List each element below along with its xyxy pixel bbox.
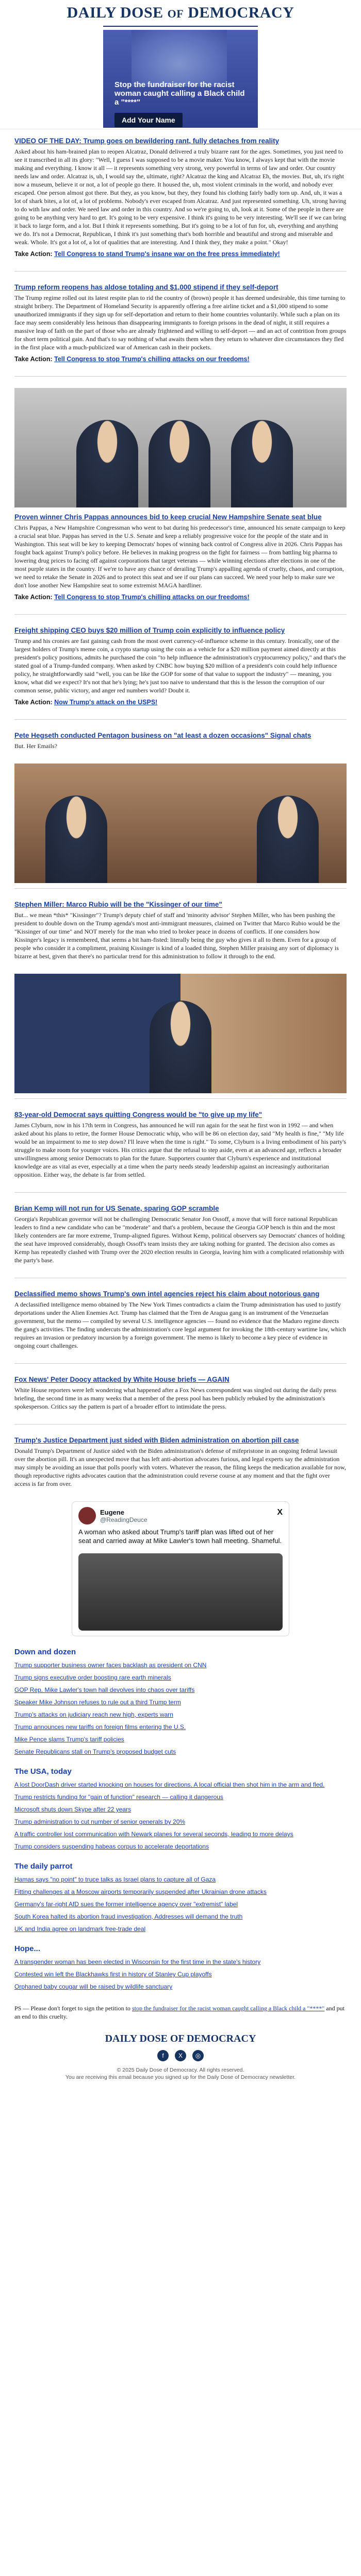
news-link[interactable]: UK and India agree on landmark free-trade deal [14,1925,146,1933]
x-icon[interactable]: X [175,2050,186,2061]
banner-headline: Stop the fundraiser for the racist woman caught calling a Black child a "****" [114,80,245,107]
link-list [14,1958,347,1991]
story-body: Chris Pappas, a New Hampshire Congressman who went to bat during his predecessor's time, announced his senate campaign to keep a crucial seat blue. Pappas has served in the U.S. Senate and keep a reliably progressive voice for the people of the state and in Washington. This seat will be key to keeping Democrats' hopes of winning back control of Congress alive in 2026. Chris Pappas has fought back against Trump's policy before. He believes in making progress on the fight for fairness — from battling big pharma to lowering drug prices to facing off against corporations that target veterans — while winning elections after elections in one of the most purple states in the country. If we're to have any chance of derailing Trump's appalling agenda of cruelty, chaos, and corruption, we need to retake the Senate in 2026 and to protect this seat and see if our plans can succeed. We need your help to make sure we don't lose another New Hampshire seat to some extremist MAGA hardliner. [14,524,346,589]
news-link[interactable]: South Korea halted its abortion fraud investigation, Addresses will demand the truth [14,1913,243,1920]
story-doocy [14,1375,347,1411]
divider [14,1192,347,1193]
link-list [14,1781,347,1851]
add-your-name-button[interactable]: Add Your Name [114,113,183,127]
link-list [14,1662,347,1756]
story-trump-coin [14,626,347,706]
story-headline[interactable]: VIDEO OF THE DAY: Trump goes on bewildering rant, fully detaches from reality [14,137,280,145]
divider [14,376,347,377]
newsletter-content [0,129,361,2081]
story-photo-pappas [14,388,347,507]
news-link[interactable]: GOP Rep. Mike Lawler's town hall devolves into chaos over tariffs [14,1686,195,1693]
footer-note [14,2004,347,2021]
footer-note-suffix: and put an end to this cruelty. [14,2005,344,2020]
section-title: The USA, today [14,1767,72,1776]
story-body: But... we mean *this* "Kissinger"? Trump's deputy chief of staff and 'minority advisor' Stephen Miller, who has been pushing the president to double down on the Trump agenda's most anti-immigrant measures, claimed on Twitter that Marco Rubio would be the "Kissinger of our time" and NOT merely for the man who tried to broker peace in dozens of conflicts. If one considers how Kissinger's legacy is remembered, that seems a bit ham-fisted: literally being the guy who gives it all to them. Even for a group of people who consider it a compliment, praising Kissinger is kind of a loaded thing, Stephen Miller praising any sort of diplomacy is bizarre at best, given that there's no particular trend for this administration to follow it through to the end. [14,911,340,960]
list-item [14,1958,347,1966]
news-link[interactable]: Orphaned baby cougar will be raised by wildlife sanctuary [14,1983,173,1990]
story-body: Donald Trump's Department of Justice sided with the Biden administration's defense of mifepristone in an ongoing federal lawsuit over the abortion pill. It's an unexpected move that has left anti-abortion advocates furious, and legal experts say the administration may simply be avoiding an issue that polls poorly with voters. Whatever the reason, the filing keeps the medication available for now, though reproductive rights advocates caution that the administration could reverse course at any moment and that the fight over access is far from over. [14,1447,346,1487]
take-action-label: Take Action: [14,250,53,258]
news-link[interactable]: Trump restricts funding for "gain of function" research — calling it dangerous [14,1793,223,1801]
divider [14,719,347,720]
list-item [14,1674,347,1682]
list-item [14,1748,347,1756]
photo-person [231,420,293,507]
tweet-video[interactable] [78,1553,283,1631]
divider [14,1424,347,1425]
tweet-embed[interactable] [72,1501,289,1636]
list-item [14,1781,347,1789]
tweet-author-name[interactable]: Eugene [100,1508,124,1516]
take-action-label: Take Action: [14,699,53,706]
story-photo-miller-rubio [14,974,347,1093]
list-item [14,1913,347,1921]
list-item [14,1818,347,1826]
divider [14,888,347,889]
section-daily-parrot [14,1862,347,1933]
news-link[interactable]: Microsoft shuts down Skype after 22 years [14,1806,132,1813]
divider [14,1098,347,1099]
list-item [14,1711,347,1719]
tweet-author-handle[interactable]: @ReadingDeuce [100,1516,147,1523]
list-item [14,1901,347,1908]
story-body: But. Her Emails? [14,742,57,750]
take-action-link[interactable]: Tell Congress to stand Trump's insane war on the free press immediately! [54,250,280,258]
news-link[interactable]: A lost DoorDash driver started knocking on houses for directions. A local official then shot him in the arm and fled. [14,1781,325,1788]
masthead-title-suffix: DEMOCRACY [188,4,294,21]
story-headline[interactable]: Fox News' Peter Doocy attacked by White House briefs — AGAIN [14,1376,229,1383]
story-clyburn [14,1110,347,1179]
list-item [14,1736,347,1743]
petition-banner[interactable] [103,30,258,128]
tweet-header [72,1502,289,1528]
take-action-link[interactable]: Now Trump's attack on the USPS! [54,699,158,706]
masthead [0,0,361,129]
photo-person [76,420,138,507]
masthead-title[interactable] [0,4,361,22]
story-headline[interactable]: 83-year-old Democrat says quitting Congress would be "to give up my life" [14,1111,262,1118]
list-item [14,1699,347,1706]
story-hegseth [14,731,347,750]
take-action [14,355,347,363]
list-item [14,1662,347,1669]
tweet-author [100,1509,147,1523]
copyright-line: You are receiving this email because you signed up for the Daily Dose of Democracy newsletter. [65,2074,296,2080]
link-list [14,1876,347,1933]
story-mifepristone [14,1436,347,1488]
section-title: Hope... [14,1944,41,1953]
story-intel-memo [14,1290,347,1350]
divider [14,614,347,615]
story-headline[interactable]: Trump's Justice Department just sided with Biden administration on abortion pill case [14,1436,299,1444]
story-pappas [14,513,347,601]
list-item [14,1876,347,1884]
take-action-link[interactable]: Tell Congress to stop Trump's chilling attacks on our freedoms! [54,355,250,363]
section-usa-today [14,1767,347,1851]
take-action-label: Take Action: [14,355,53,363]
story-miller-rubio [14,900,347,960]
story-kemp [14,1204,347,1264]
take-action [14,250,347,258]
list-item [14,1888,347,1896]
x-logo-icon[interactable]: X [277,1508,283,1517]
story-body: James Clyburn, now in his 17th term in Congress, has announced he will run again for the seat he first won in 1992 — and when asked about his plans to retire, the former House Democratic whip, who will be 86 on election day, said "My health is fine," "My life would be an impairment to me to step down? I'll leave when the time is right." To some, Clyburn is a living embodiment of his party's struggle to make room for younger voices. His critics argue that the refusal to step aside, even at an advanced age, reflects a broader unwillingness among senior Democrats to plan for the future. Supporters counter that Clyburn's experience and institutional knowledge are as vital as ever, especially at a time when the party needs steady leadership against an increasingly authoritarian opposition. Either way, the debate is far from settled. [14,1122,347,1178]
news-link[interactable]: Trump administration to cut number of senior generals by 20% [14,1818,186,1825]
story-video-of-day [14,137,347,258]
section-down-and-dozen [14,1648,347,1756]
take-action-label: Take Action: [14,594,53,601]
list-item [14,1831,347,1838]
copyright-line: © 2025 Daily Dose of Democracy. All rights reserved. [117,2067,244,2073]
divider [14,271,347,272]
list-item [14,1806,347,1814]
news-link[interactable]: Senate Republicans stall on Trump's proposed budget cuts [14,1748,176,1755]
story-headline[interactable]: Pete Hegseth conducted Pentagon business on "at least a dozen occasions" Signal chats [14,732,311,739]
news-link[interactable]: Trump supporter business owner faces backlash as president on CNN [14,1662,207,1669]
photo-person [149,420,210,507]
story-body: Georgia's Republican governor will not be challenging Democratic Senator Jon Ossoff, a move that will force national Republican leaders to find a new candidate who can be "moderate" and that's a problem, because the Georgia GOP bench is thin and the most likely contenders are far more extreme, Trump-aligned figures. Without Kemp, political observers say Democrats' chances of holding the seat have improved considerably, though Ossoff's team insists they are taking nothing for granted. The decision also comes as Kemp has repeatedly clashed with Trump over the 2020 election results in Georgia, leaving him with a complicated relationship with the party's base. [14,1215,345,1264]
list-item [14,1925,347,1933]
story-body: The Trump regime rolled out its latest respite plan to rid the country of (brown) people it has deemed undesirable, this time turning to straight bribery. The Department of Homeland Security is apparently offering a free airline ticket and a $1,000 stipend to some unauthorized immigrants if they sign up for self-deportation and return to their home countries voluntarily. While such a plan on its face may seem considerably less heinous than disappearing immigrants to foreign prisons in the dead of night, it still requires a massive leap of faith on the part of those who are already frightened and willing to self-deport — and an act of contrition from groups for short term political gain. And that's to say nothing of what awaits them when they return to whatever dire circumstances they fled in the first place with a much-publicized war of American cash in their pockets. [14,294,347,351]
banner-image [132,30,227,87]
news-link[interactable]: Mike Pence slams Trump's tariff policies [14,1736,124,1743]
list-item [14,1723,347,1731]
list-item [14,1686,347,1694]
footer-note-prefix: PS — Please don't forget to sign the petition to [14,2005,130,2012]
avatar[interactable] [78,1507,96,1524]
petition-link[interactable]: stop the fundraiser for the racist woman caught calling a Black child a "****" [132,2005,325,2012]
news-link[interactable]: Contested win left the Blackhawks first in history of Stanley Cup playoffs [14,1971,212,1978]
story-headline[interactable]: Freight shipping CEO buys $20 million of Trump coin explicitly to influence policy [14,626,285,634]
masthead-title-mid: OF [167,7,184,20]
list-item [14,1843,347,1851]
section-title: The daily parrot [14,1862,73,1871]
story-body: Asked about his ham-brained plan to reopen Alcatraz, Donald delivered a truly bizarre rant for the ages. Sometimes, you just need to see it transcribed in all its glory: "Well, I guess I was supposed to be a movie maker. You know, I always kept that with the movie making and everything. I know it all — it represents something very strong, very powerful in terms of law and order. Our country needs law and order. Alcatraz is, uh, I would say the, ultimate, right? Alcatraz the king and Alcatraz Eh, the movies. But, uh, it's right now a museum, believe it or not, a lot of people go there. It housed the, uh, most violent criminals in the world, and nobody ever escaped. One person almost got there. But they, as you know, but they, they found his clothing fairly badly torn up. And, uh, it was a lot of shark bites, a lot of, a lot of problems. Nobody's ever escaped from Alcatraz. And just represented something. Uh, strong having to do with law and order. We need law and order in this country. And so we're going to, uh, look at it. Some of the people in there are going to be anything very hard to get. It's going to be very expensive. I think it's going to be very interesting. We'll see if we can bring it back to large form, and a lot. But I think it represents something. But it's going to be a lot of fun for, uh, everything and anything we do. It's not a Democrat, Republican, I think it's just something that's both horrible and beautiful and strong and miserable and weak. Whole. It's got a lot of, a lot of qualities that are interesting. And I think they, they make a point." Okay! [14,148,347,246]
story-body: Trump and his cronies are fast gaining cash from the most overt currency-of-influence scheme in this century. Ironically, one of the largest holders of Trump's meme coin, a crypto startup using the coin as a vehicle for a $20 million payment aimed directly at this president's policy positions, admits he purchased the coin "to help influence the administration's cryptocurrency policy," and that's the stated goal of a Trump-funded company. When asked by CNBC how buying $20 million of a president's coin could help influence policy, he straightforwardly said "well, you can be like the GOP for some of that value to support the industry" — meaning, you know, what did we expect? It's not that he's lying; he's just too naive to understand that this is the lesson the corruption of our common sense, public victory, and anger red numbers world? Doubt it. [14,637,346,694]
story-headline[interactable]: Brian Kemp will not run for US Senate, sparing GOP scramble [14,1205,219,1212]
news-link[interactable]: Hamas says "no point" to truce talks as Israel plans to capture all of Gaza [14,1876,216,1883]
divider [14,1363,347,1364]
list-item [14,1793,347,1801]
news-link[interactable]: Trump signs executive order boosting rare earth minerals [14,1674,171,1681]
masthead-title-prefix: DAILY DOSE [67,4,163,21]
tweet-text: A woman who asked about Trump's tariff plan was lifted out of her seat and carried away at Mike Lawler's town hall meeting. Shameful. [78,1528,282,1545]
story-headline[interactable]: Declassified memo shows Trump's own intel agencies reject his claim about notorious gang [14,1290,320,1298]
news-link[interactable]: Trump announces new tariffs on foreign films entering the U.S. [14,1723,186,1731]
story-self-deport [14,283,347,363]
list-item [14,1983,347,1991]
footer-logo[interactable]: DAILY DOSE OF DEMOCRACY [105,2033,256,2044]
news-link[interactable]: Speaker Mike Johnson refuses to rule out a third Trump term [14,1699,181,1706]
story-photo-hegseth [14,764,347,883]
news-link[interactable]: Germany's far-right AfD sues the former intelligence agency over "extremist" label [14,1901,238,1908]
section-title: Down and dozen [14,1648,76,1656]
news-link[interactable]: A transgender woman has been elected in Wisconsin for the first time in the state's history [14,1958,261,1965]
photo-person [150,1001,211,1093]
news-link[interactable]: Trump considers suspending habeas corpus to accelerate deportations [14,1843,209,1850]
story-body: White House reporters were left wondering what happened after a Fox News correspondent was singled out during the daily press briefing, the second time in as many weeks that a member of the press pool has been publicly rebuked by the administration's spokesperson. Critics say the pattern is part of a broader effort to intimidate the press. [14,1386,337,1410]
take-action-link[interactable]: Tell Congress to stop Trump's chilling attacks on our freedoms! [54,594,250,601]
copyright [14,2066,347,2081]
social-links [14,2050,347,2061]
news-link[interactable]: A traffic controller lost communication with Newark planes for several seconds, leading to more delays [14,1831,293,1838]
photo-person [257,795,319,883]
story-headline[interactable]: Trump reform reopens has aldose totaling and $1,000 stipend if they self-deport [14,283,278,291]
instagram-icon[interactable]: ◎ [192,2050,204,2061]
story-body: A declassified intelligence memo obtained by The New York Times contradicts a claim the Trump administration has used to justify deportations under the Alien Enemies Act. Trump has claimed that the Tren de Aragua gang is an instrument of the Venezuelan government, but the memo — compiled by several U.S. intelligence agencies — found no evidence that the Maduro regime directs the gang's activities. The finding undercuts the administration's core legal argument for invoking the 18th-century wartime law, which requires an invasion or predatory incursion by a foreign government. The memo is likely to become a key piece of evidence in ongoing court challenges. [14,1301,346,1349]
masthead-rule [103,26,258,27]
news-link[interactable]: Fitting challenges at a Moscow airports temporarily suspended after Ukrainian drone attacks [14,1888,267,1895]
story-headline[interactable]: Proven winner Chris Pappas announces bid to keep crucial New Hampshire Senate seat blue [14,513,322,521]
take-action [14,699,347,706]
take-action [14,594,347,601]
story-headline[interactable]: Stephen Miller: Marco Rubio will be the "Kissinger of our time" [14,901,222,908]
section-hope [14,1944,347,1991]
photo-person [45,795,107,883]
list-item [14,1971,347,1978]
news-link[interactable]: Trump's attacks on judiciary reach new high, experts warn [14,1711,173,1718]
facebook-icon[interactable]: f [157,2050,169,2061]
